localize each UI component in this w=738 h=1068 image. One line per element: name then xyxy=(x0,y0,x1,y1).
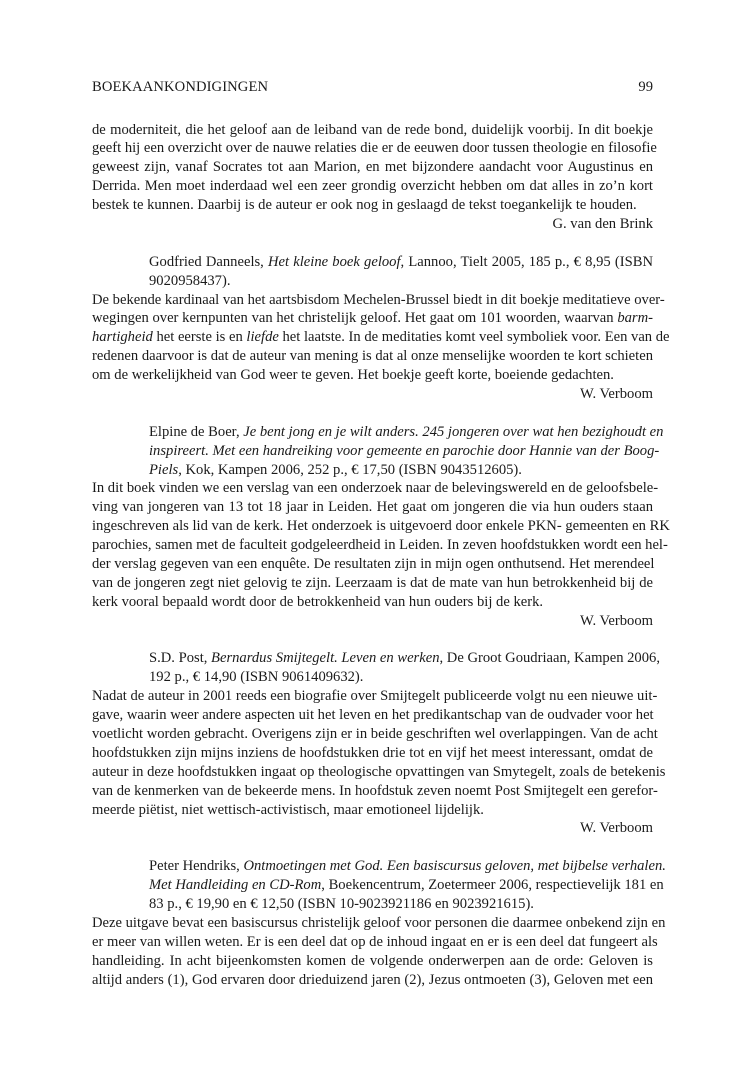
citation-line xyxy=(92,857,666,876)
text-segment: ving van jongeren van 13 tot 18 jaar in Leiden. Het gaat om jongeren die via hun ouders staan xyxy=(92,499,653,516)
body-line xyxy=(92,687,658,706)
italic-title-text: inspireert. Met een handreiking voor gemeente en parochie door Hannie van der Boog- xyxy=(149,442,660,459)
text-segment: redenen daarvoor is dat de auteur van mening is dat al onze menselijke woorden te kort schieten xyxy=(92,348,653,365)
text-segment: Godfried Danneels, xyxy=(149,253,269,270)
text-segment: het eerste is en xyxy=(152,329,247,346)
text-segment: van de kenmerken van de bekeerde mens. In hoofdstuk zeven noemt Post Smijtegelt een gerefor- xyxy=(92,782,658,799)
text-segment: de moderniteit, die het geloof aan de leiband van de rede bond, duidelijk voorbij. In dit boekje xyxy=(92,121,653,138)
text-segment: der verslag gegeven van een enquête. De resultaten zijn in mijn ogen onthutsend. Het merendeel xyxy=(92,555,655,572)
book-announcement xyxy=(92,423,670,631)
body-line xyxy=(92,914,666,933)
reviewer-name: W. Verboom xyxy=(580,385,653,402)
text-segment: In dit boek vinden we een verslag van een onderzoek naar de belevingswereld en de geloofsbele- xyxy=(92,480,659,497)
text-segment: hoofdstukken zijn mijns inziens de hoofdstukken drie tot en vijf het meest interessant, omdat de xyxy=(92,744,653,761)
body-line xyxy=(92,593,653,612)
text-segment: , Boekencentrum, Zoetermeer 2006, respectievelijk 181 en xyxy=(321,877,664,894)
book-announcement xyxy=(92,253,670,404)
italic-title-text: Je bent jong en je wilt anders. 245 jongeren over wat hen bezighoudt en xyxy=(243,423,664,440)
text-segment: , De Groot Goudriaan, Kampen 2006, xyxy=(439,650,660,667)
body-line xyxy=(92,479,659,498)
italic-title-text: Piels xyxy=(149,461,179,478)
page-number: 99 xyxy=(638,79,653,95)
section-title: BOEKAANKONDIGINGEN xyxy=(92,79,269,95)
text-segment: De bekende kardinaal van het aartsbisdom Mechelen-Brussel biedt in dit boekje meditatieve over- xyxy=(92,291,665,308)
text-segment: voetlicht worden gebracht. Overigens zijn er in beide geschriften wel overlappingen. Van de acht xyxy=(92,726,658,742)
italic-title-text: Ontmoetingen met God. Een basiscursus geloven, met bijbelse verhalen. xyxy=(243,858,666,875)
text-segment: 9020958437). xyxy=(149,272,231,289)
reviewer-name: W. Verboom xyxy=(580,612,653,629)
text-segment: 192 p., € 14,90 (ISBN 9061409632). xyxy=(149,669,364,686)
citation-line xyxy=(92,649,660,668)
text-segment: Elpine de Boer, xyxy=(149,423,244,440)
body-line xyxy=(92,725,658,744)
reviewer-name: W. Verboom xyxy=(580,820,653,837)
body-line xyxy=(92,574,653,593)
text-segment: meerde piëtist, niet wettisch-activistisch, maar emotioneel lijdelijk. xyxy=(92,801,484,818)
body-line xyxy=(92,347,653,366)
running-header xyxy=(92,77,653,97)
body-line xyxy=(92,933,658,952)
text-segment: Nadat de auteur in 2001 reeds een biografie over Smijtegelt publiceerde volgt nu een nieuwe uit- xyxy=(92,688,658,705)
body-line xyxy=(92,291,665,310)
citation-line xyxy=(92,895,653,914)
text-segment: handleiding. In acht bijeenkomsten komen de volgende onderwerpen aan de orde: Geloven is xyxy=(92,952,653,969)
citation-line xyxy=(92,423,664,442)
text-segment: bestek te kunnen. Daarbij is de auteur er ook nog in geslaagd de tekst toegankelijk te houden. xyxy=(92,197,637,214)
body-line xyxy=(92,158,653,177)
italic-title-text: Met Handleiding en CD-Rom xyxy=(149,877,322,894)
body-line xyxy=(92,952,653,971)
body-line xyxy=(92,498,653,517)
text-segment: Derrida. Men moet inderdaad wel een zeer grondig overzicht hebben om dat alles in zo’n kort xyxy=(92,178,653,195)
body-line xyxy=(92,177,653,196)
book-announcement xyxy=(92,857,666,989)
text-segment: , Kok, Kampen 2006, 252 p., € 17,50 (ISBN 9043512605). xyxy=(178,461,522,478)
text-segment: , Lannoo, Tielt 2005, 185 p., € 8,95 (ISBN xyxy=(400,253,653,270)
italic-title-text: Het kleine boek geloof xyxy=(268,253,401,270)
text-segment: auteur in deze hoofdstukken ingaat op theologische opvattingen van Smytegelt, zoals de betekenis xyxy=(92,763,666,780)
italic-title-text: barm- xyxy=(617,310,653,327)
body-line xyxy=(92,309,653,328)
citation-line xyxy=(92,876,664,895)
text-segment: ingeschreven als lid van de kerk. Het onderzoek is uitgevoerd door enkele PKN- gemeenten en RK xyxy=(92,518,670,535)
text-segment: Deze uitgave bevat een basiscursus christelijk geloof voor personen die daarmee onbekend zijn en xyxy=(92,914,666,931)
body-line xyxy=(92,328,670,347)
text-segment: kerk vooral bepaald wordt door de betrokkenheid van hun ouders bij de kerk. xyxy=(92,593,544,610)
text-segment: van de jongeren zegt niet gelovig te zijn. Leerzaam is dat de mate van hun betrokkenheid bij de xyxy=(92,574,653,591)
body-line xyxy=(92,706,653,725)
body-line xyxy=(92,744,653,763)
body-line xyxy=(92,517,670,536)
book-announcement xyxy=(92,649,666,838)
reviewer-name: G. van den Brink xyxy=(552,215,653,232)
text-segment: 83 p., € 19,90 en € 12,50 (ISBN 10-9023921186 en 9023921615). xyxy=(149,896,534,913)
text-segment: wegingen over kernpunten van het christelijk geloof. Het gaat om 101 woorden, waarvan xyxy=(92,310,618,327)
body-line xyxy=(92,366,653,385)
body-line xyxy=(92,139,657,158)
body-line xyxy=(92,536,668,555)
citation-line xyxy=(92,253,653,272)
text-segment: er meer van willen weten. Er is een deel dat op de inhoud ingaat en er is een deel dat fungeert als xyxy=(92,933,658,950)
citation-line xyxy=(92,668,653,687)
text-segment: geeft hij een overzicht over de nauwe relaties die er de eeuwen door tussen theologie en filosofie xyxy=(92,140,657,157)
text-segment: het laatste. In de meditaties komt veel symboliek voor. Een van de xyxy=(278,329,670,346)
body-line xyxy=(92,971,653,990)
body-line xyxy=(92,763,666,782)
citation-line xyxy=(92,442,660,461)
citation-line xyxy=(92,461,653,480)
body-line xyxy=(92,555,653,574)
text-segment: S.D. Post, xyxy=(149,650,212,667)
body-line xyxy=(92,801,653,820)
text-segment: om de werkelijkheid van God weer te geven. Het boekje geeft korte, boeiende gedachten. xyxy=(92,367,614,384)
text-segment: geweest zijn, vanaf Socrates tot aan Marion, en met bijzondere aandacht voor Augustinus en xyxy=(92,159,653,176)
body-line xyxy=(92,121,653,140)
italic-title-text: hartigheid xyxy=(92,329,153,346)
body-line xyxy=(92,782,658,801)
text-segment: altijd anders (1), God ervaren door drieduizend jaren (2), Jezus ontmoeten (3), Geloven met een xyxy=(92,971,653,988)
citation-line xyxy=(92,272,653,291)
book-announcement xyxy=(92,121,657,234)
text-segment: parochies, samen met de faculteit godgeleerdheid in Leiden. In zeven hoofdstukken wordt een hel- xyxy=(92,537,668,554)
italic-title-text: Bernardus Smijtegelt. Leven en werken xyxy=(211,650,440,667)
book-announcements xyxy=(92,121,670,1009)
text-segment: Peter Hendriks, xyxy=(149,858,244,875)
body-line xyxy=(92,196,653,215)
italic-title-text: liefde xyxy=(246,329,279,346)
text-segment: gave, waarin weer andere aspecten uit het leven en het predikantschap van de oudvader voor het xyxy=(92,707,654,724)
